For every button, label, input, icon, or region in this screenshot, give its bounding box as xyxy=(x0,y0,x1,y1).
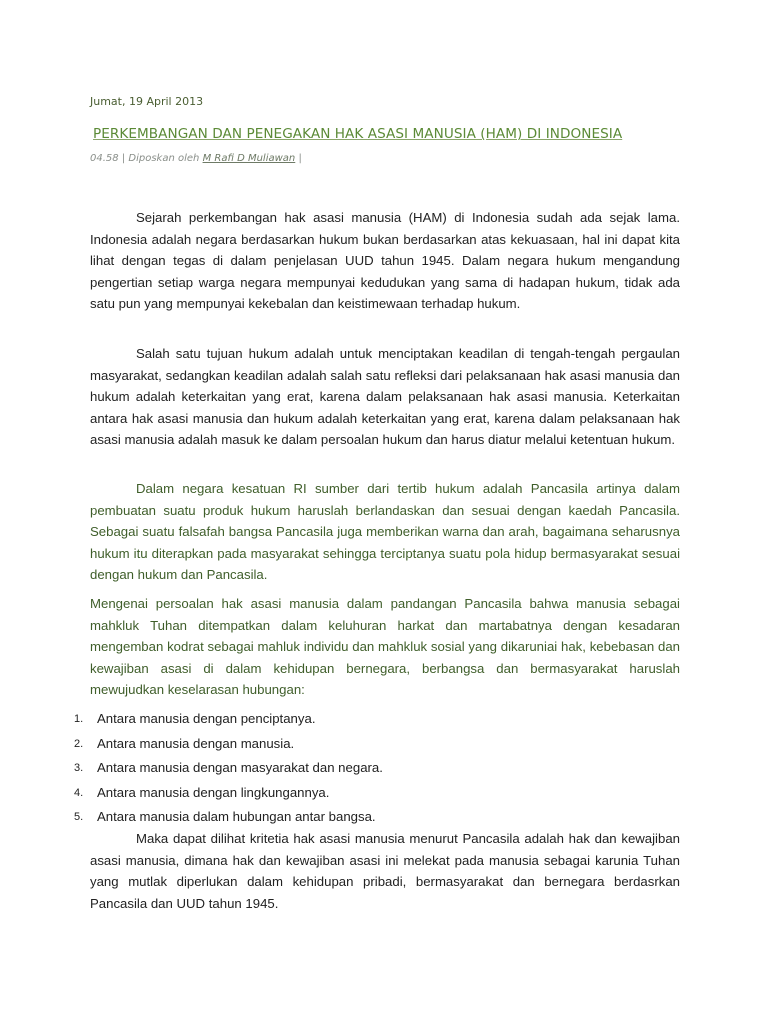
paragraph-4: Mengenai persoalan hak asasi manusia dalam pandangan Pancasila bahwa manusia sebagai mahkluk Tuhan ditempatkan dalam keluhuran harkat dan martabatnya dengan kesadaran mengemban kodrat sebagai mahluk individu dan mahkluk sosial yang dikaruniai hak, kebebasan dan kewajiban asasi di dalam kehidupan bernegara, berbangsa dan bermasyarakat haruslah mewujudkan keselarasan hubungan: xyxy=(90,596,680,698)
post-time: 04.58 xyxy=(90,153,119,164)
meta-trailing-separator: | xyxy=(298,153,302,164)
list-text: Antara manusia dengan lingkungannya. xyxy=(97,784,330,800)
list-text: Antara manusia dengan penciptanya. xyxy=(97,711,316,726)
posted-by-label: Diposkan oleh xyxy=(128,153,200,164)
list-text: Antara manusia dengan masyarakat dan negara. xyxy=(97,760,383,776)
list-item xyxy=(60,757,680,782)
list-item xyxy=(60,782,680,807)
list-number: 4. xyxy=(74,786,84,799)
post-date: Jumat, 19 April 2013 xyxy=(90,95,204,108)
paragraph-1: Sejarah perkembangan hak asasi manusia (HAM) di Indonesia sudah ada sejak lama. Indonesia adalah negara berdasarkan hukum bukan berdasarkan atas kekuasaan, hal ini dapat kita lihat dengan tegas di dalam penjelasan UUD tahun 1945. Dalam negara hukum mengandung pengertian setiap warga negara mempunyai kedudukan yang sama di hadapan hukum, tidak ada satu pun yang mempunyai kekebalan dan keistimewaan terhadap hukum. xyxy=(90,210,680,312)
relationship-list xyxy=(60,708,680,831)
post-meta xyxy=(90,153,302,164)
list-number: 1. xyxy=(74,713,84,725)
list-number: 5. xyxy=(74,811,84,824)
list-item xyxy=(60,733,680,758)
closing-paragraph: Maka dapat dilihat kritetia hak asasi manusia menurut Pancasila adalah hak dan kewajiban asasi manusia, dimana hak dan kewajiban asasi ini melekat pada manusia sebagai karunia Tuhan yang mutlak diperlukan dalam kehidupan pribadi, bermasyarakat dan bernegara berdasrkan Pancasila dan UUD tahun 1945. xyxy=(90,831,680,911)
meta-separator: | xyxy=(121,153,126,164)
paragraph-2: Salah satu tujuan hukum adalah untuk menciptakan keadilan di tengah-tengah pergaulan masyarakat, sedangkan keadilan adalah salah satu refleksi dari pelaksanaan hak asasi manusia dan hukum adalah keterkaitan yang erat, karena dalam pelaksanaan hak asasi manusia. Keterkaitan antara hak asasi manusia dan hukum adalah keterkaitan yang erat, karena dalam pelaksanaan hak asasi manusia adalah masuk ke dalam persoalan hukum dan harus diatur melalui ketentuan hukum. xyxy=(90,346,680,448)
author-link[interactable]: M Rafi D Muliawan xyxy=(202,153,296,164)
paragraph-3: Dalam negara kesatuan RI sumber dari tertib hukum adalah Pancasila artinya dalam pembuatan suatu produk hukum haruslah berlandaskan dan sesuai dengan kaedah Pancasila. Sebagai suatu falsafah bangsa Pancasila juga memberikan warna dan arah, bagaimana seharusnya hukum itu diterapkan pada masyarakat sehingga terciptanya suatu pola hidup bermasyarakat sesuai dengan hukum dan Pancasila. xyxy=(90,481,680,583)
list-number: 2. xyxy=(74,737,84,750)
list-number: 3. xyxy=(74,762,84,775)
list-text: Antara manusia dengan manusia. xyxy=(97,735,295,751)
list-item xyxy=(60,708,680,733)
post-title[interactable]: PERKEMBANGAN DAN PENEGAKAN HAK ASASI MANUSIA (HAM) DI INDONESIA xyxy=(93,126,623,142)
list-text: Antara manusia dalam hubungan antar bangsa. xyxy=(97,809,376,825)
